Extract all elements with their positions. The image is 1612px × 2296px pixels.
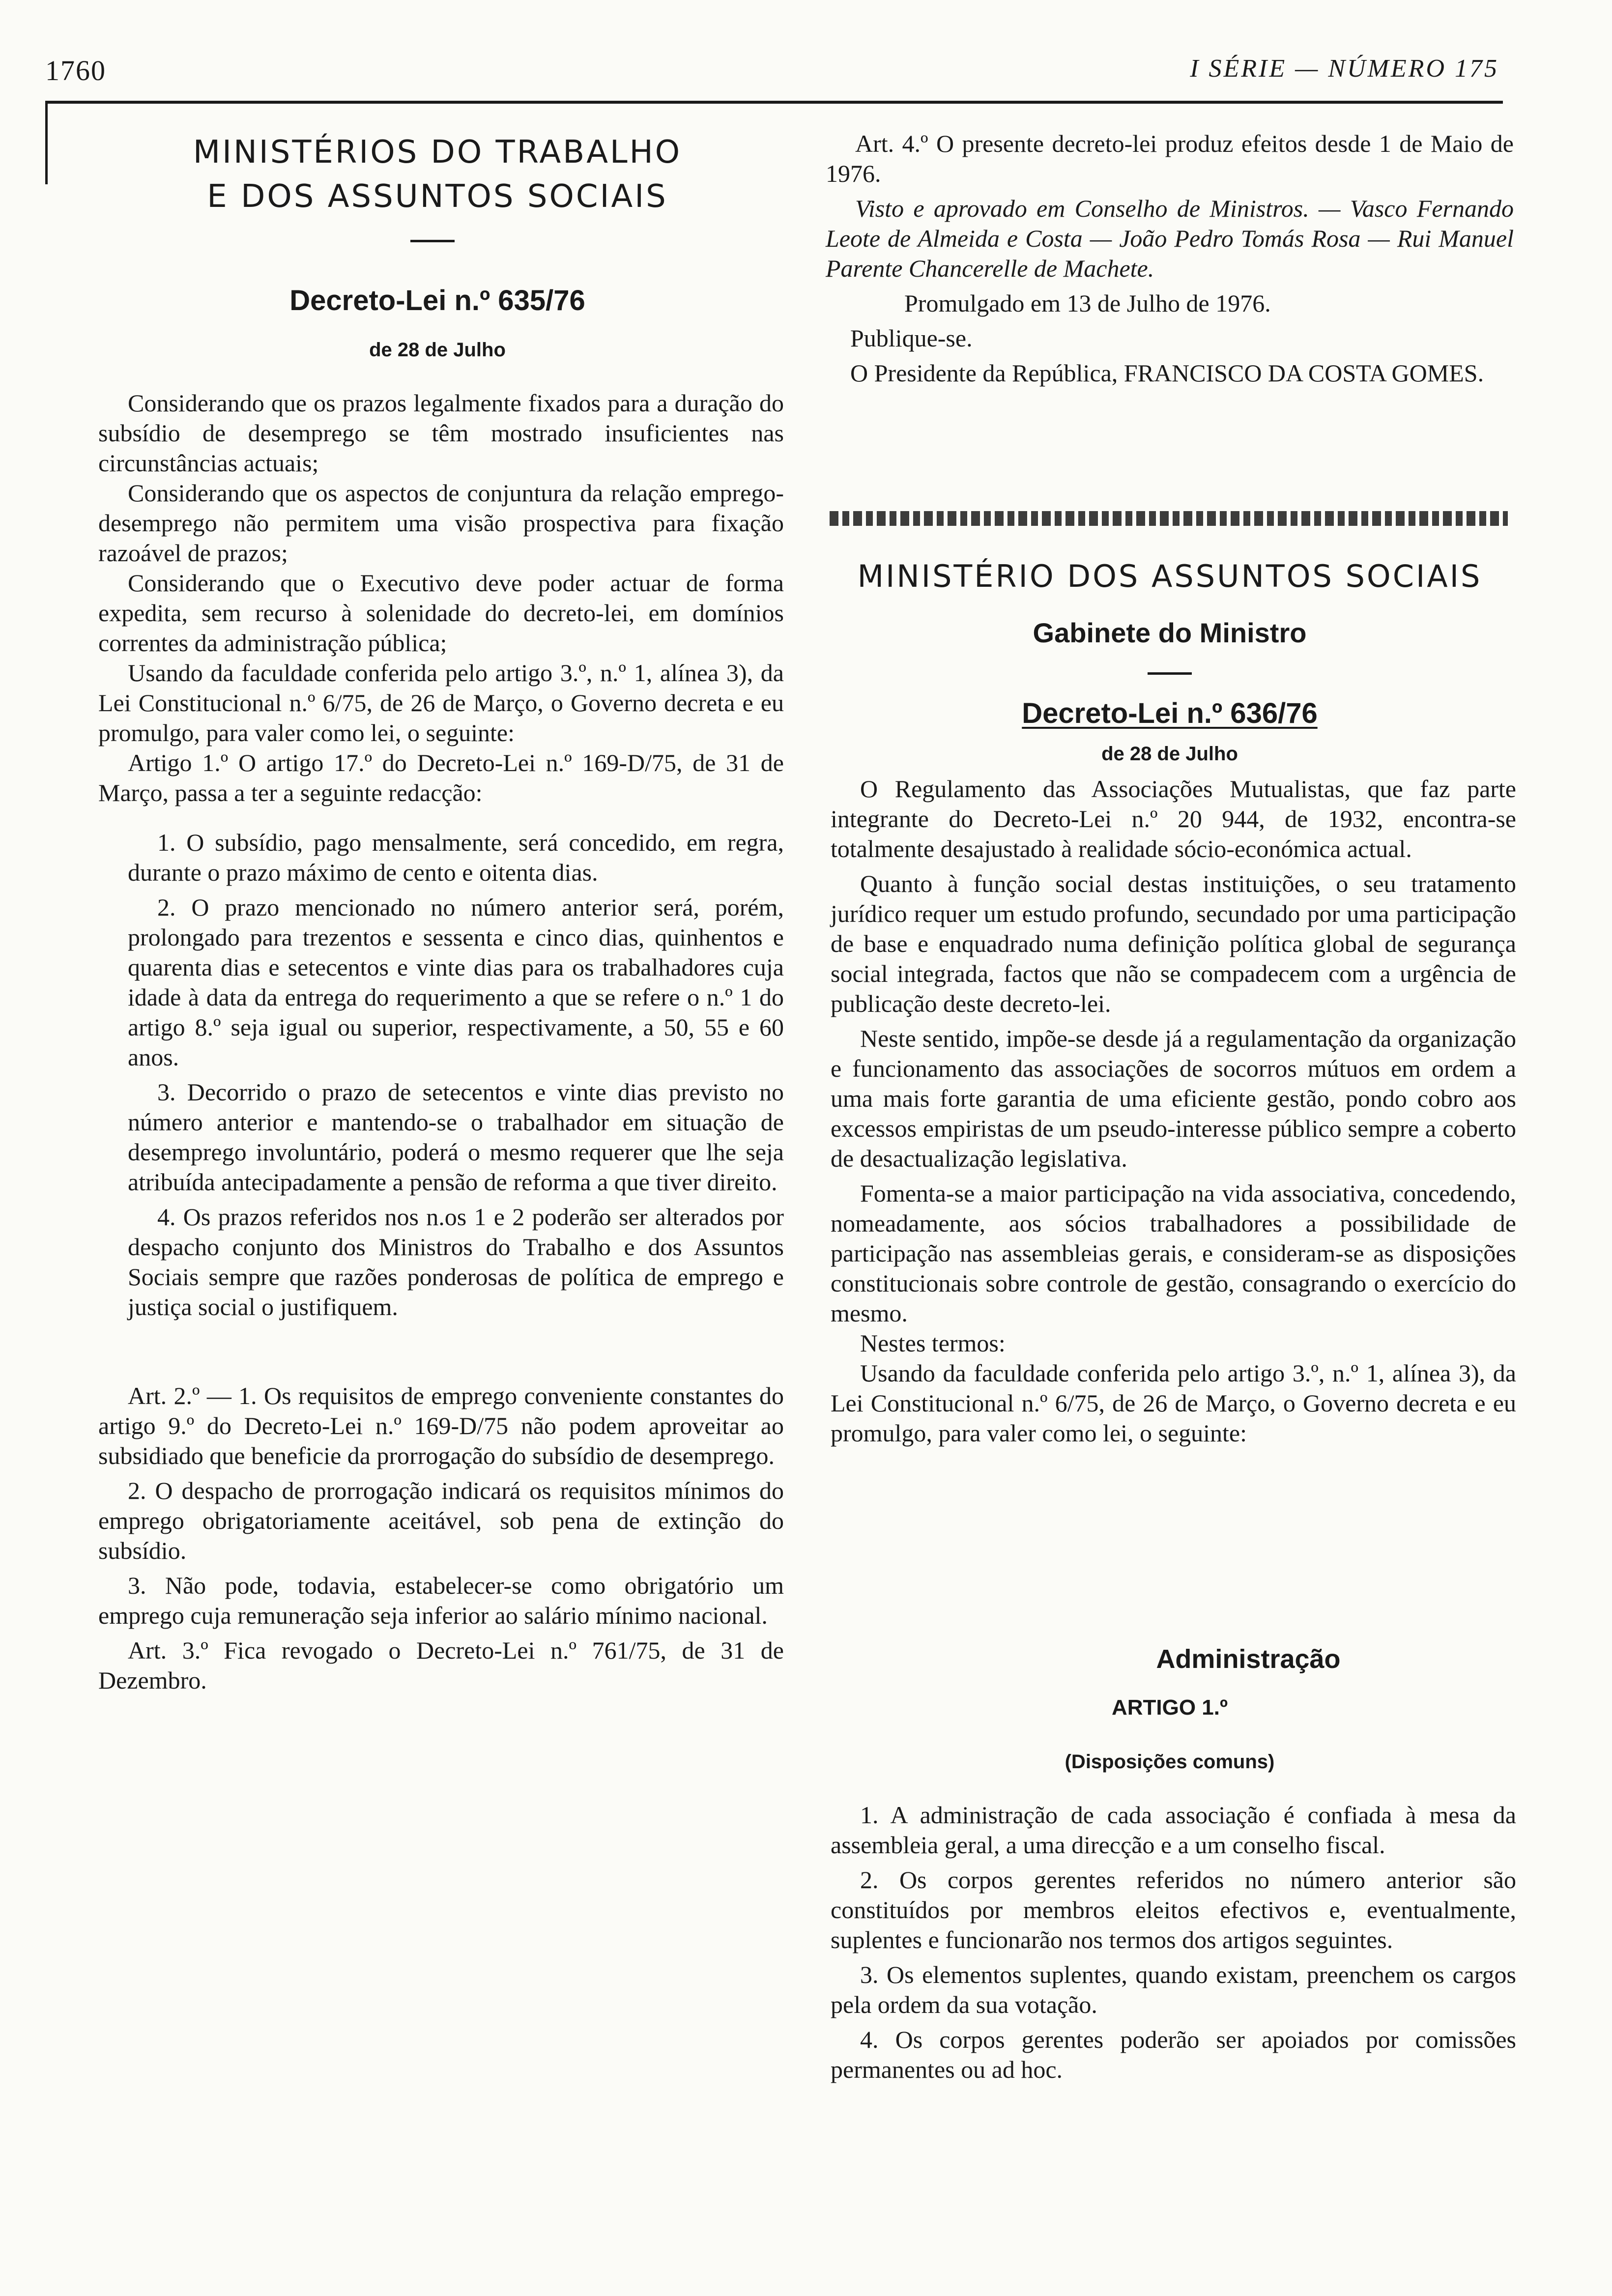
quoted-item: 1. O subsídio, pago mensalmente, será concedido, em regra, durante o prazo máximo de cento e oitenta dias. bbox=[128, 829, 784, 886]
article-item: 2. Os corpos gerentes referidos no número anterior são constituídos por membros eleitos efectivos e, eventualmente, suplentes e funcionarão nos termos dos artigos seguintes. bbox=[831, 1866, 1516, 1953]
ministry-line-1: MINISTÉRIOS DO TRABALHO bbox=[193, 134, 682, 171]
decree-635-body bbox=[98, 388, 784, 1695]
ornamental-divider bbox=[830, 511, 1508, 526]
ministry-heading-right: MINISTÉRIO DOS ASSUNTOS SOCIAIS bbox=[857, 558, 1482, 594]
quoted-article-17 bbox=[98, 828, 784, 1322]
enacting-paragraph: Usando da faculdade conferida pelo artigo 3.º, n.º 1, alínea 3), da Lei Constitucional n.º 6/75, de 26 de Março, o Governo decreta e eu promulgo, para valer como lei, o seguinte: bbox=[98, 659, 784, 746]
article-2-paragraph: Art. 2.º — 1. Os requisitos de emprego conveniente constantes do artigo 9.º do Decreto-Lei n.º 169-D/75 não podem aproveitar ao subsidiado que beneficie da prorrogação do subsídio de desemprego. bbox=[98, 1382, 784, 1469]
running-head: I SÉRIE — NÚMERO 175 bbox=[1190, 55, 1499, 83]
cabinet-heading: Gabinete do Ministro bbox=[1033, 617, 1307, 648]
recital-paragraph: Considerando que os aspectos de conjuntura da relação emprego-desemprego não permitem uma visão prospectiva para fixação razoável de prazos; bbox=[98, 479, 784, 567]
enacting-paragraph: Usando da faculdade conferida pelo artigo 3.º, n.º 1, alínea 3), da Lei Constitucional n.º 6/75, de 26 de Março, o Governo decreta e eu promulgo, para valer como lei, o seguinte: bbox=[831, 1359, 1516, 1447]
preamble-paragraph: O Regulamento das Associações Mutualistas, que faz parte integrante do Decreto-Lei n.º 20 944, de 1932, encontra-se totalmente desajustado à realidade sócio-económica actual. bbox=[831, 775, 1516, 862]
decree-635-closing bbox=[826, 129, 1514, 388]
promulgation-date: Promulgado em 13 de Julho de 1976. bbox=[904, 289, 1271, 317]
preamble-paragraph: Quanto à função social destas instituições, o seu tratamento jurídico requer um estudo profundo, secundado por uma participação de base e enquadrado numa definição política global de segurança social integrada, factos que não se compadecem com a urgência de publicação deste decreto-lei. bbox=[831, 870, 1516, 1017]
recital-paragraph: Considerando que o Executivo deve poder actuar de forma expedita, sem recurso à solenidade do decreto-lei, em domínios correntes da administração pública; bbox=[98, 569, 784, 657]
article-item: 1. A administração de cada associação é confiada à mesa da assembleia geral, a uma direcção e a um conselho fiscal. bbox=[831, 1801, 1516, 1859]
article-2-item: 2. O despacho de prorrogação indicará os requisitos mínimos do emprego obrigatoriamente aceitável, sob pena de extinção do subsídio. bbox=[98, 1477, 784, 1564]
decree-title-636-text: Decreto-Lei n.º 636/76 bbox=[1022, 697, 1318, 729]
article-4-paragraph: Art. 4.º O presente decreto-lei produz efeitos desde 1 de Maio de 1976. bbox=[826, 130, 1514, 187]
article-1-title: ARTIGO 1.º bbox=[1111, 1695, 1228, 1720]
president-prefix: O Presidente da República, bbox=[850, 359, 1118, 387]
decree-date-636: de 28 de Julho bbox=[1101, 743, 1238, 765]
section-title-administracao: Administração bbox=[1156, 1644, 1341, 1674]
margin-bar bbox=[45, 101, 48, 184]
article-item: 3. Os elementos suplentes, quando existam, preenchem os cargos pela ordem da sua votação. bbox=[831, 1961, 1516, 2018]
decree-636-preamble bbox=[831, 774, 1516, 1448]
recital-paragraph: Considerando que os prazos legalmente fixados para a duração do subsídio de desemprego se têm mostrado insuficientes nas circunstâncias actuais; bbox=[98, 389, 784, 477]
page-number: 1760 bbox=[45, 55, 106, 86]
decree-title-635: Decreto-Lei n.º 635/76 bbox=[289, 285, 585, 316]
president-name: FRANCISCO DA COSTA GOMES. bbox=[1123, 359, 1484, 387]
quoted-item: 3. Decorrido o prazo de setecentos e vinte dias previsto no número anterior e mantendo-se o trabalhador em situação de desemprego involuntário, poderá o mesmo requerer que lhe seja atribuída antecipadamente a pensão de reforma a que tiver direito. bbox=[128, 1078, 784, 1196]
article-1-subtitle: (Disposições comuns) bbox=[1065, 1751, 1275, 1773]
president-line bbox=[826, 358, 1514, 388]
preamble-paragraph: Neste sentido, impõe-se desde já a regulamentação da organização e funcionamento das associações de socorros mútuos em ordem a uma mais forte garantia de uma eficiente gestão, pondo cobro aos excessos empiristas de um pseudo-interesse público sempre a coberto de desactualização legislativa. bbox=[831, 1025, 1516, 1172]
section-rule bbox=[410, 240, 455, 242]
quoted-item: 2. O prazo mencionado no número anterior será, porém, prolongado para trezentos e sessenta e cinco dias, quinhentos e quarenta dias e setecentos e vinte dias para os trabalhadores cuja idade à data da entrega do requerimento a que se refere o n.º 1 do artigo 8.º seja igual ou superior, respectivamente, a 50, 55 e 60 anos. bbox=[128, 893, 784, 1071]
preamble-paragraph: Fomenta-se a maior participação na vida associativa, concedendo, nomeadamente, aos sócios trabalhadores a possibilidade de participação nas assembleias gerais, e consideram-se as disposições constitucionais sobre controle de gestão, consagrando o exercício do mesmo. bbox=[831, 1179, 1516, 1327]
decree-title-636 bbox=[826, 697, 1514, 730]
publish-line: Publique-se. bbox=[850, 324, 973, 352]
decree-date-635: de 28 de Julho bbox=[369, 339, 506, 361]
article-3-paragraph: Art. 3.º Fica revogado o Decreto-Lei n.º 761/75, de 31 de Dezembro. bbox=[98, 1636, 784, 1694]
article-1-paragraph: Artigo 1.º O artigo 17.º do Decreto-Lei n.º 169-D/75, de 31 de Março, passa a ter a seguinte redacção: bbox=[98, 749, 784, 806]
quoted-item: 4. Os prazos referidos nos n.os 1 e 2 poderão ser alterados por despacho conjunto dos Ministros do Trabalho e dos Assuntos Sociais sempre que razões ponderosas de política de emprego e justiça social o justifiquem. bbox=[128, 1203, 784, 1320]
approval-signatures: Visto e aprovado em Conselho de Ministros. — Vasco Fernando Leote de Almeida e Costa — João Pedro Tomás Rosa — Rui Manuel Parente Chancerelle de Machete. bbox=[826, 195, 1514, 282]
article-1-items bbox=[831, 1800, 1516, 2085]
ministry-line-2: E DOS ASSUNTOS SOCIAIS bbox=[207, 178, 668, 215]
section-rule bbox=[1148, 672, 1192, 675]
preamble-paragraph: Nestes termos: bbox=[860, 1329, 1006, 1357]
header-rule bbox=[45, 101, 1503, 104]
ministry-heading-left bbox=[162, 130, 713, 219]
article-item: 4. Os corpos gerentes poderão ser apoiados por comissões permanentes ou ad hoc. bbox=[831, 2026, 1516, 2083]
article-2-item: 3. Não pode, todavia, estabelecer-se como obrigatório um emprego cuja remuneração seja inferior ao salário mínimo nacional. bbox=[98, 1572, 784, 1629]
